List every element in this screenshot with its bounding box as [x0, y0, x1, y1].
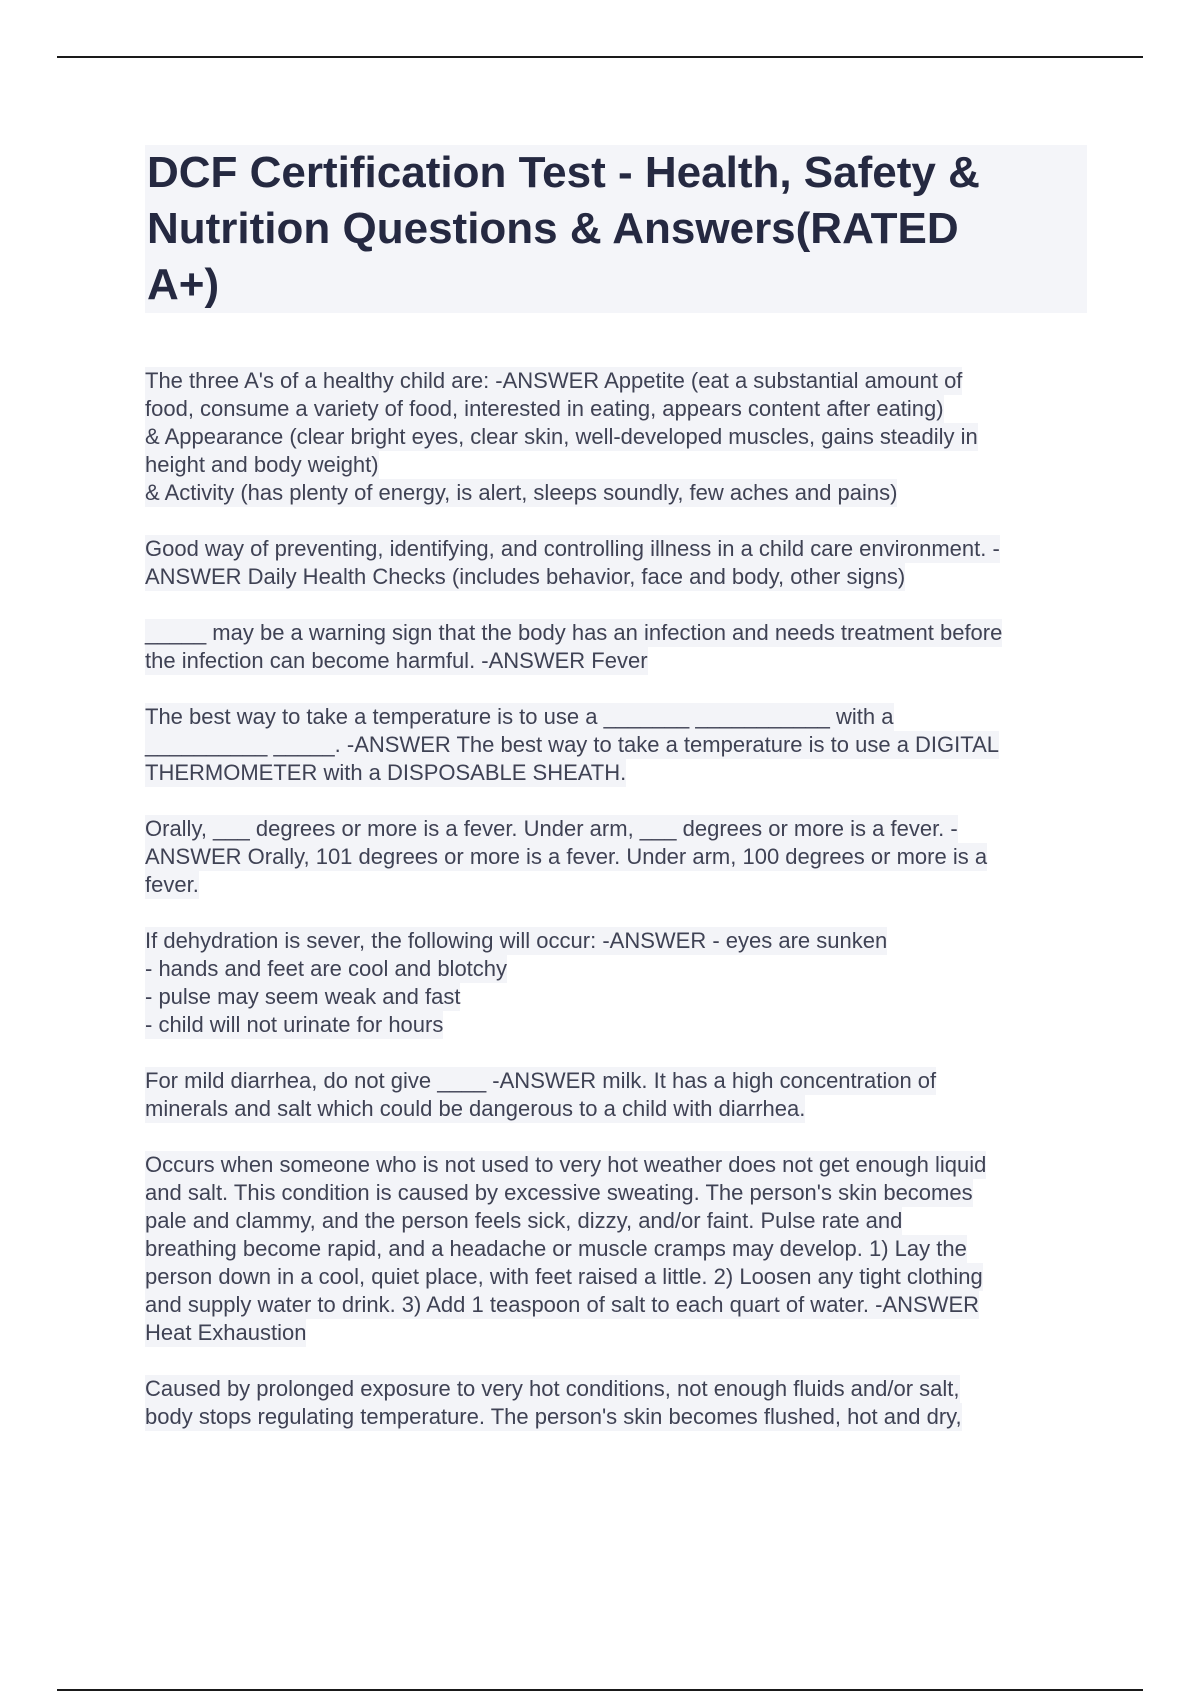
qa-item-temperature [145, 703, 1095, 787]
text-line: and salt. This condition is caused by excessive sweating. The person's skin becomes [145, 1180, 973, 1205]
qa-item-heat-exhaustion [145, 1151, 1095, 1347]
title-line: A+) [147, 260, 220, 309]
qa-item-dehydration [145, 927, 1095, 1039]
title-line: Nutrition Questions & Answers(RATED [147, 204, 959, 253]
document-title [145, 145, 1087, 313]
bottom-rule [57, 1689, 1143, 1691]
text-line: THERMOMETER with a DISPOSABLE SHEATH. [145, 760, 627, 785]
text-line: Heat Exhaustion [145, 1320, 307, 1345]
text-line: - pulse may seem weak and fast [145, 984, 461, 1009]
text-line: the infection can become harmful. -ANSWER Fever [145, 648, 648, 673]
text-line: _____ may be a warning sign that the body has an infection and needs treatment before [145, 620, 1003, 645]
title-line: DCF Certification Test - Health, Safety & [147, 148, 980, 197]
text-line: Occurs when someone who is not used to very hot weather does not get enough liquid [145, 1152, 987, 1177]
text-line: Caused by prolonged exposure to very hot conditions, not enough fluids and/or salt, [145, 1376, 960, 1401]
text-line: - hands and feet are cool and blotchy [145, 956, 508, 981]
qa-list [145, 367, 1095, 1459]
qa-item-health-checks [145, 535, 1095, 591]
text-line: height and body weight) [145, 452, 379, 477]
text-line: __________ _____. -ANSWER The best way to take a temperature is to use a DIGITAL [145, 732, 999, 757]
text-line: ANSWER Daily Health Checks (includes behavior, face and body, other signs) [145, 564, 906, 589]
text-line: & Appearance (clear bright eyes, clear skin, well-developed muscles, gains steadily in [145, 424, 978, 449]
qa-item-healthy-child [145, 367, 1095, 507]
text-line: If dehydration is sever, the following will occur: -ANSWER - eyes are sunken [145, 928, 888, 953]
qa-item-fever-degrees [145, 815, 1095, 899]
text-line: body stops regulating temperature. The person's skin becomes flushed, hot and dry, [145, 1404, 962, 1429]
top-rule [57, 56, 1143, 58]
text-line: Good way of preventing, identifying, and controlling illness in a child care environment. - [145, 536, 1000, 561]
text-line: minerals and salt which could be dangerous to a child with diarrhea. [145, 1096, 806, 1121]
text-line: person down in a cool, quiet place, with feet raised a little. 2) Loosen any tight clothing [145, 1264, 983, 1289]
text-line: breathing become rapid, and a headache or muscle cramps may develop. 1) Lay the [145, 1236, 967, 1261]
text-line: & Activity (has plenty of energy, is alert, sleeps soundly, few aches and pains) [145, 480, 898, 505]
text-line: ANSWER Orally, 101 degrees or more is a fever. Under arm, 100 degrees or more is a [145, 844, 988, 869]
text-line: Orally, ___ degrees or more is a fever. Under arm, ___ degrees or more is a fever. - [145, 816, 958, 841]
text-line: The best way to take a temperature is to use a _______ ___________ with a [145, 704, 894, 729]
text-line: The three A's of a healthy child are: -ANSWER Appetite (eat a substantial amount of [145, 368, 963, 393]
text-line: and supply water to drink. 3) Add 1 teaspoon of salt to each quart of water. -ANSWER [145, 1292, 980, 1317]
qa-item-fever [145, 619, 1095, 675]
text-line: food, consume a variety of food, interested in eating, appears content after eating) [145, 396, 944, 421]
title-block [145, 145, 1087, 313]
qa-item-heat-stroke [145, 1375, 1095, 1431]
text-line: fever. [145, 872, 199, 897]
text-line: pale and clammy, and the person feels sick, dizzy, and/or faint. Pulse rate and [145, 1208, 903, 1233]
text-line: For mild diarrhea, do not give ____ -ANSWER milk. It has a high concentration of [145, 1068, 937, 1093]
qa-item-diarrhea [145, 1067, 1095, 1123]
text-line: - child will not urinate for hours [145, 1012, 444, 1037]
